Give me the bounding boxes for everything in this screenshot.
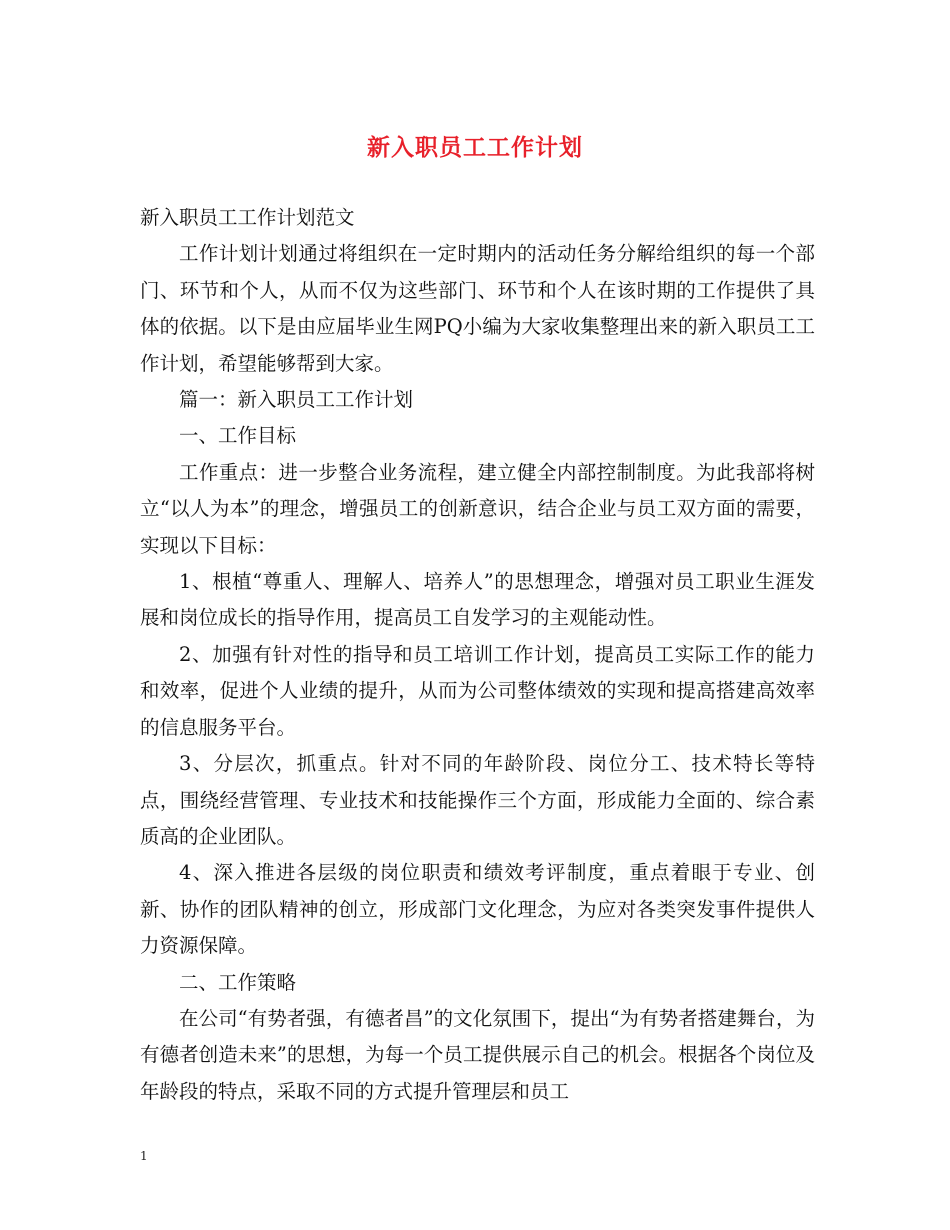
paragraph-strategy: 在公司“有势者强，有德者昌”的文化氛围下，提出“为有势者搭建舞台，为有德者创造未来”的思想，为每一个员工提供展示自己的机会。根据各个岗位及年龄段的特点，采取不同的方式提升管理层和员工	[140, 1006, 815, 1103]
paragraph-goal-3: 3、分层次，抓重点。针对不同的年龄阶段、岗位分工、技术特长等特点，围绕经营管理、专业技术和技能操作三个方面，形成能力全面的、综合素质高的企业团队。	[140, 752, 815, 848]
section-heading-goals: 一、工作目标	[179, 424, 297, 448]
section-heading-part-one: 篇一：新入职员工工作计划	[179, 388, 414, 412]
document-body	[140, 200, 815, 1110]
paragraph-focus: 工作重点：进一步整合业务流程，建立健全内部控制制度。为此我部将树立“以人为本”的理念，增强员工的创新意识，结合企业与员工双方面的需要，实现以下目标：	[140, 460, 815, 557]
paragraph-intro: 工作计划计划通过将组织在一定时期内的活动任务分解给组织的每一个部门、环节和个人，从而不仅为这些部门、环节和个人在该时期的工作提供了具体的依据。以下是由应届毕业生网PQ小编为大家收集整理出来的新入职员工工作计划，希望能够帮到大家。	[140, 242, 815, 375]
paragraph-goal-2: 2、加强有针对性的指导和员工培训工作计划，提高员工实际工作的能力和效率，促进个人业绩的提升，从而为公司整体绩效的实现和提高搭建高效率的信息服务平台。	[140, 642, 815, 739]
paragraph-goal-1: 1、根植“尊重人、理解人、培养人”的思想理念，增强对员工职业生涯发展和岗位成长的指导作用，提高员工自发学习的主观能动性。	[140, 570, 815, 630]
paragraph-subtitle: 新入职员工工作计划范文	[140, 206, 355, 229]
section-heading-strategy: 二、工作策略	[179, 970, 297, 994]
paragraph-goal-4: 4、深入推进各层级的岗位职责和绩效考评制度，重点着眼于专业、创新、协作的团队精神的创立，形成部门文化理念，为应对各类突发事件提供人力资源保障。	[140, 861, 815, 958]
page-number: 1	[140, 1149, 148, 1163]
document-title: 新入职员工工作计划	[367, 134, 583, 161]
